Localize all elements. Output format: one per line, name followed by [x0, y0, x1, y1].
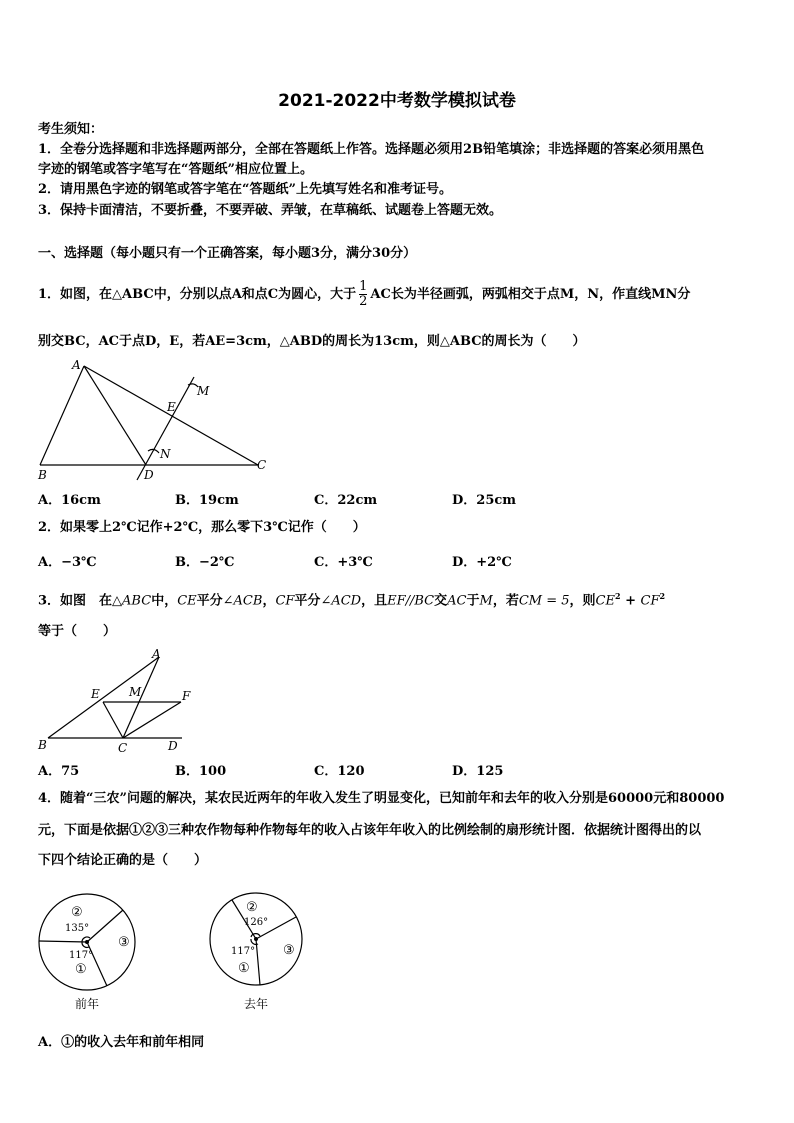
q3-text-8: ，若 — [492, 593, 519, 609]
q2-option-c[interactable]: C．+3℃ — [314, 555, 373, 570]
q1-option-a[interactable]: A．16cm — [38, 493, 101, 508]
pie2-center-dot — [254, 937, 258, 941]
q3-segment-ce — [103, 702, 123, 738]
pie2-angle-1: 117° — [231, 946, 256, 957]
q1-label-e: E — [167, 400, 176, 414]
q1-label-c: C — [257, 458, 267, 472]
q3-label-a: A — [152, 647, 161, 661]
q3-cf-squared: CF — [640, 593, 660, 609]
pie1-caption: 前年 — [75, 997, 100, 1011]
q2-option-b[interactable]: B．−2℃ — [175, 555, 235, 570]
q4-option-a[interactable]: A．①的收入去年和前年相同 — [38, 1035, 205, 1050]
q1-label-n: N — [160, 447, 171, 461]
q3-option-a[interactable]: A．75 — [38, 764, 80, 779]
q4-pie-last-year — [200, 884, 320, 1019]
pie2-caption: 去年 — [244, 997, 269, 1011]
q4-line1: 4．随着“三农”问题的解决，某农民近两年的年收入发生了明显变化，已知前年和去年的收入分别是60000元和80000 — [38, 791, 725, 806]
q3-segment-cf — [123, 702, 181, 738]
q3-text-prefix: 3．如图 在 — [38, 593, 113, 609]
pie2-label-2: ② — [246, 900, 258, 915]
q3-ce-squared: CE — [595, 593, 615, 609]
q3-cf: CF — [275, 593, 295, 609]
notice-heading: 考生须知： — [38, 122, 104, 137]
q3-ce: CE — [177, 593, 197, 609]
q3-text-1: 中， — [151, 593, 178, 609]
pie2-radius-bottom — [256, 939, 260, 985]
q1-line2: 别交BC，AC于点D，E，若AE=3cm，△ABD的周长为13cm，则△ABC的周长为（ ） — [38, 334, 586, 349]
q1-fraction — [359, 280, 367, 309]
notice-item-3: 3．保持卡面清洁，不要折叠，不要弄破、弄皱，在草稿纸、试题卷上答题无效。 — [38, 203, 503, 218]
notice-item-1: 1．全卷分选择题和非选择题两部分，全部在答题纸上作答。选择题必须用2B铅笔填涂；非选择题的答案必须用黑色 — [38, 142, 705, 157]
q3-text-9: ，则 — [569, 593, 596, 609]
q3-angle-acd: ∠ACD — [320, 593, 362, 609]
q4-pie-last-last-year — [30, 890, 150, 1020]
pie1-label-2: ② — [71, 905, 83, 920]
q4-line3: 下四个结论正确的是（ ） — [38, 853, 208, 868]
page-title: 2021-2022中考数学模拟试卷 — [278, 91, 516, 111]
q3-exp-1: 2 — [614, 591, 621, 601]
q1-side-ac — [84, 366, 258, 465]
pie2-angle-arc-2 — [251, 934, 260, 937]
pie1-angle-2: 135° — [65, 923, 90, 934]
q1-option-b[interactable]: B．19cm — [175, 493, 239, 508]
q3-label-f: F — [182, 689, 191, 703]
q3-text-4: 平分 — [294, 593, 321, 609]
pie2-angle-2: 126° — [244, 917, 269, 928]
q2-option-d[interactable]: D．+2℃ — [452, 555, 512, 570]
q3-label-b: B — [38, 738, 47, 752]
q1-line1 — [38, 279, 690, 311]
q1-label-b: B — [38, 468, 47, 482]
section-heading: 一、选择题（每小题只有一个正确答案，每小题3分，满分30分） — [38, 246, 417, 261]
q3-ef-parallel-bc: EF//BC — [387, 593, 435, 609]
q3-line1 — [38, 587, 665, 610]
notice-item-1-cont: 字迹的钢笔或答字笔写在“答题纸”相应位置上。 — [38, 162, 313, 177]
q3-label-e: E — [91, 687, 100, 701]
q1-option-c[interactable]: C．22cm — [314, 493, 378, 508]
q3-label-d: D — [168, 739, 178, 753]
q3-angle-acb: ∠ACB — [222, 593, 263, 609]
q3-text-2: 平分 — [196, 593, 223, 609]
pie2-label-1: ① — [238, 961, 250, 976]
q3-text-3: ， — [262, 593, 276, 609]
q3-option-d[interactable]: D．125 — [452, 764, 504, 779]
q1-text-a: 1．如图，在△ABC中，分别以点A和点C为圆心，大于 — [38, 287, 357, 302]
q3-exp-2: 2 — [659, 591, 666, 601]
pie1-label-1: ① — [75, 962, 87, 977]
q2-text: 2．如果零上2℃记作+2℃，那么零下3℃记作（ ） — [38, 520, 366, 535]
q3-label-m: M — [129, 685, 142, 699]
q1-label-d: D — [144, 468, 154, 482]
q1-option-d[interactable]: D．25cm — [452, 493, 517, 508]
q3-option-b[interactable]: B．100 — [175, 764, 227, 779]
q1-text-b: AC长为半径画弧，两弧相交于点M，N，作直线MN分 — [370, 287, 691, 302]
q1-label-m: M — [197, 384, 210, 398]
q3-text-7: 于 — [466, 593, 480, 609]
q3-line2: 等于（ ） — [38, 624, 117, 639]
q1-side-ab — [40, 366, 84, 465]
q3-triangle: △ABC — [112, 593, 152, 609]
q3-ac: AC — [447, 593, 467, 609]
pie1-angle-1: 117° — [69, 950, 94, 961]
q1-label-a: A — [72, 358, 81, 372]
q3-option-c[interactable]: C．120 — [314, 764, 365, 779]
pie1-center-dot — [85, 940, 89, 944]
q3-text-5: ，且 — [361, 593, 388, 609]
q1-frac-num: 1 — [359, 279, 368, 294]
q3-figure — [30, 646, 200, 758]
pie1-label-3: ③ — [118, 935, 130, 950]
q1-segment-ad — [84, 366, 146, 465]
q3-cm-value: CM = 5 — [518, 593, 570, 609]
notice-item-2: 2．请用黑色字迹的钢笔或答字笔在“答题纸”上先填写姓名和准考证号。 — [38, 182, 453, 197]
q1-frac-den: 2 — [359, 294, 368, 309]
pie2-label-3: ③ — [283, 943, 295, 958]
q3-label-c: C — [118, 741, 128, 755]
q1-figure — [30, 355, 280, 485]
q3-plus: + — [620, 593, 641, 609]
q3-text-6: 交 — [434, 593, 448, 609]
pie1-radius-left — [39, 941, 87, 942]
pie1-radius-bottom — [87, 942, 107, 986]
q2-option-a[interactable]: A．−3℃ — [38, 555, 97, 570]
q4-line2: 元，下面是依据①②③三种农作物每种作物每年的收入占该年年收入的比例绘制的扇形统计图．依据统计图得出的以 — [38, 823, 702, 838]
q3-m: M — [479, 593, 493, 609]
